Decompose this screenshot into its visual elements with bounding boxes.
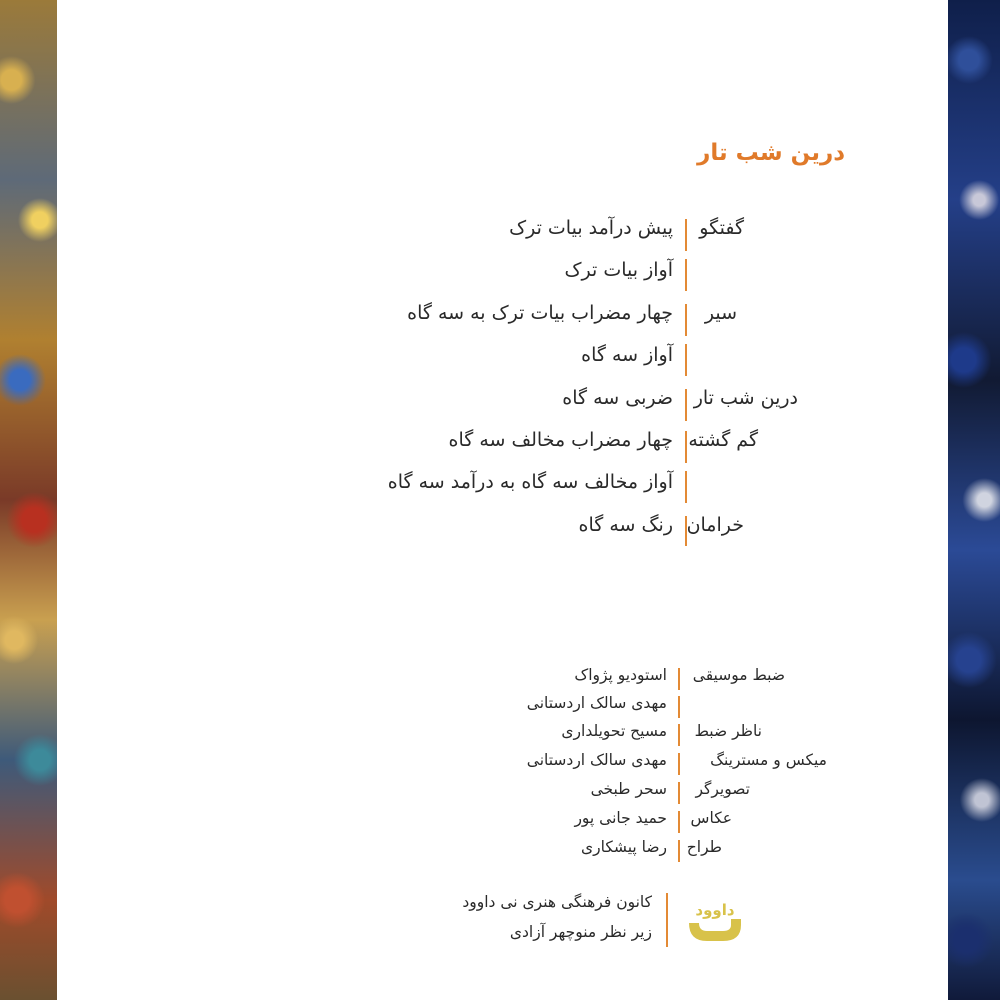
credit-row	[485, 666, 785, 690]
track-row	[324, 302, 744, 332]
track-title: ضربی سه گاه	[562, 387, 673, 409]
track-title: رنگ سه گاه	[578, 514, 673, 536]
divider	[685, 516, 687, 546]
divider	[685, 344, 687, 376]
credit-name: مسیح تحویلداری	[561, 722, 667, 740]
credit-role: عکاس	[690, 809, 732, 827]
divider	[685, 471, 687, 503]
track-section-label: خرامان	[686, 514, 744, 536]
credit-role: ضبط موسیقی	[692, 666, 785, 684]
divider	[685, 431, 687, 463]
credit-name: مهدی سالک اردستانی	[526, 751, 667, 769]
credit-name: سحر طبخی	[590, 780, 667, 798]
cover-art-left-strip	[0, 0, 57, 1000]
credit-row	[487, 751, 827, 775]
track-row	[344, 217, 744, 247]
divider	[678, 782, 680, 804]
credit-role: تصویرگر	[695, 780, 750, 798]
track-row	[338, 429, 758, 459]
divider	[678, 840, 680, 862]
divider	[685, 259, 687, 291]
divider	[678, 724, 680, 746]
track-row	[344, 259, 744, 289]
divider	[678, 753, 680, 775]
divider	[685, 219, 687, 251]
credit-name: حمید جانی پور	[574, 809, 667, 827]
credit-role: طراح	[686, 838, 722, 856]
divider	[685, 389, 687, 421]
logo-wordmark: داوود	[695, 901, 735, 919]
track-section-label: سیر	[704, 302, 737, 324]
divider	[678, 696, 680, 718]
track-title: چهار مضراب مخالف سه گاه	[448, 429, 673, 451]
track-section-label: گم گشته	[688, 429, 758, 451]
credit-name: رضا پیشکاری	[580, 838, 667, 856]
track-title: آواز مخالف سه گاه به درآمد سه گاه	[387, 471, 673, 493]
credit-row	[450, 780, 750, 804]
track-title: چهار مضراب بیات ترک به سه گاه	[407, 302, 673, 324]
track-title: آواز بیات ترک	[564, 259, 673, 281]
track-row	[344, 344, 744, 374]
album-title: درین شب تار	[697, 140, 845, 166]
track-row	[378, 387, 798, 417]
publisher-name: کانون فرهنگی هنری نی داوود	[462, 893, 652, 911]
credit-name: مهدی سالک اردستانی	[526, 694, 667, 712]
track-section-label: درین شب تار	[693, 387, 798, 409]
track-title: پیش درآمد بیات ترک	[509, 217, 673, 239]
divider	[678, 811, 680, 833]
credit-row	[485, 694, 785, 718]
credit-row	[432, 809, 732, 833]
track-row	[324, 471, 744, 501]
track-row	[344, 514, 744, 544]
credit-role: ناظر ضبط	[694, 722, 762, 740]
credit-name: استودیو پژواک	[574, 666, 667, 684]
credit-role: میکس و مسترینگ	[710, 751, 827, 769]
track-title: آواز سه گاه	[581, 344, 673, 366]
divider	[685, 304, 687, 336]
publisher-supervisor: زیر نظر منوچهر آزادی	[509, 923, 652, 941]
ney-davood-logo	[683, 895, 747, 945]
credit-row	[462, 722, 762, 746]
track-section-label: گفتگو	[699, 217, 744, 239]
credit-row	[422, 838, 722, 862]
divider	[666, 893, 668, 947]
divider	[678, 668, 680, 690]
cover-art-right-strip	[948, 0, 1000, 1000]
